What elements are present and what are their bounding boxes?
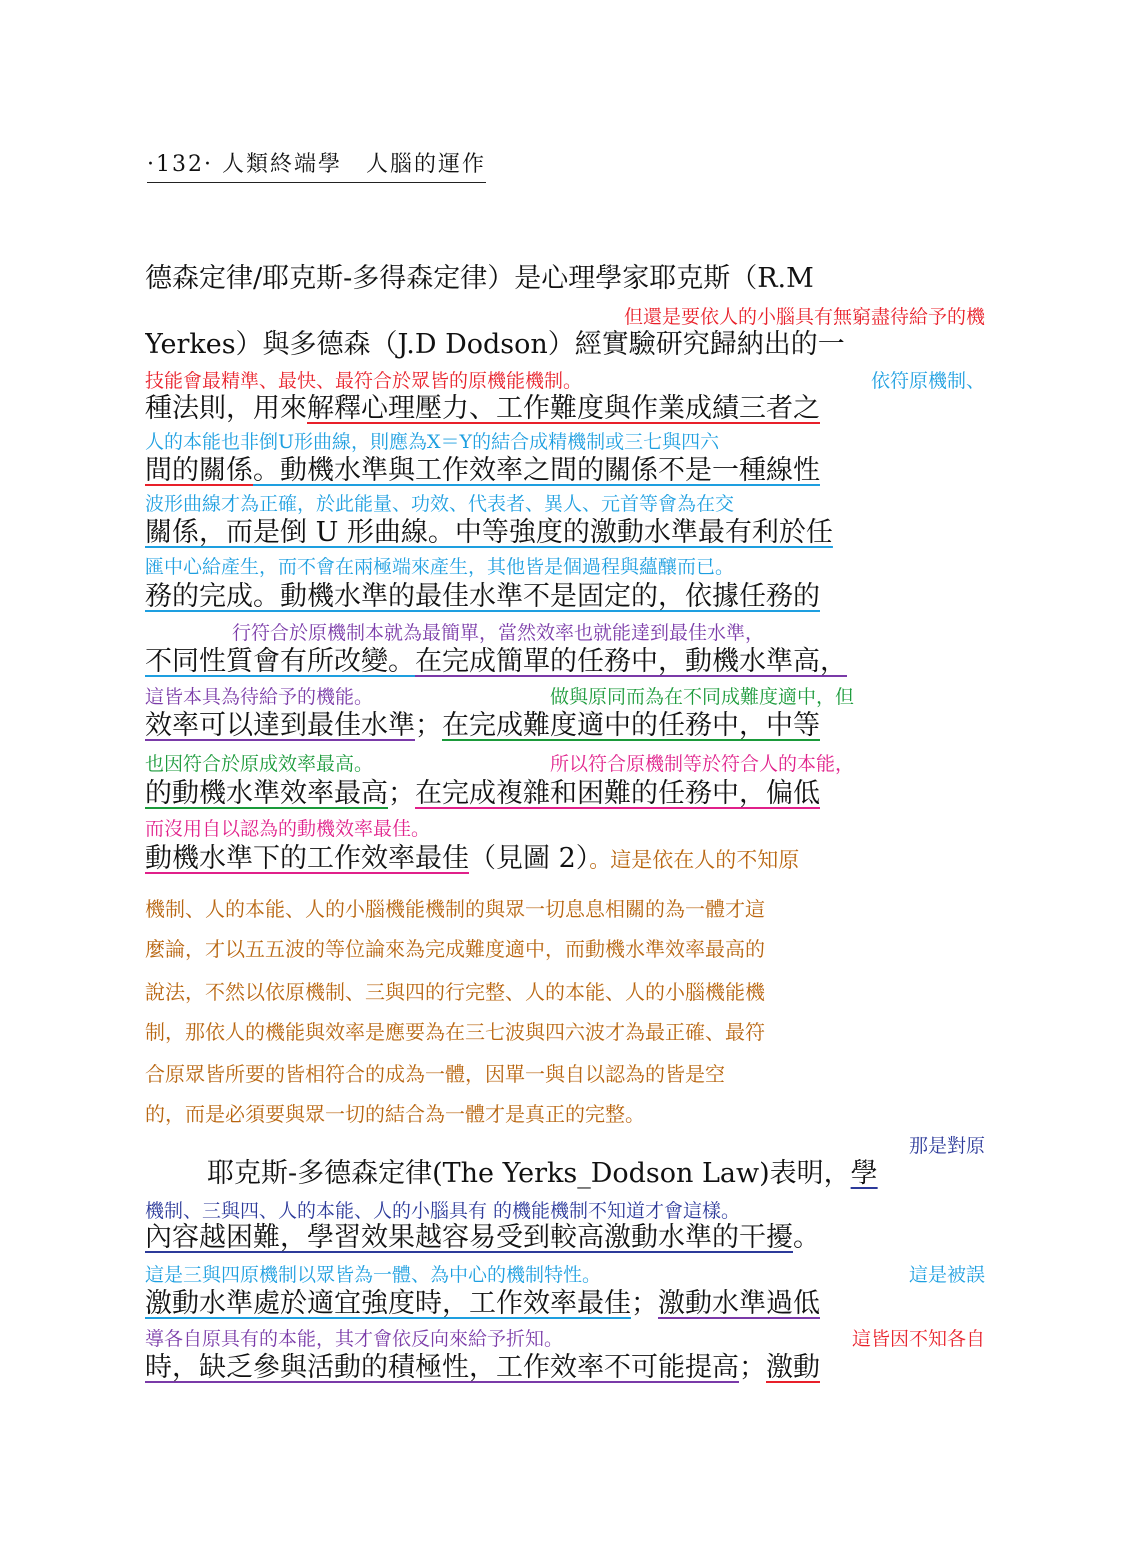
- body-line: [145, 778, 987, 810]
- annotation: 這是三與四原機制以眾皆為一體、為中心的機制特性。: [145, 1264, 602, 1286]
- body-text: 。: [793, 1222, 820, 1253]
- commentary-text: 合原眾皆所要的皆相符合的成為一體，因單一與自以認為的皆是空: [145, 1062, 725, 1086]
- body-line: [145, 1288, 987, 1320]
- body-text: Yerkes）與多德森（J.D Dodson）經實驗研究歸納出的一: [145, 329, 845, 360]
- underlined-phrase: 激動: [766, 1352, 820, 1383]
- annotation: 依符原機制、: [870, 370, 985, 392]
- annotation: 波形曲線才為正確，於此能量、功效、代表者、異人、元首等會為在交: [145, 493, 735, 515]
- body-text: ；: [415, 710, 442, 741]
- underlined-phrase: 學: [850, 1158, 878, 1189]
- underlined-phrase: 在完成複雜和困難的任務中，偏低: [415, 778, 820, 809]
- body-line: [145, 393, 987, 425]
- page-header: ·132· 人類終端學 人腦的運作: [147, 147, 486, 183]
- annotation: 做與原同而為在不同成難度適中，但: [550, 686, 855, 708]
- underlined-phrase: 。動機水準與工作效率之間的關係不是一種線性: [253, 455, 820, 486]
- commentary-line: [145, 980, 987, 1004]
- commentary-text: 的，而是必須要與眾一切的結合為一體才是真正的完整。: [145, 1102, 645, 1126]
- body-line: [145, 517, 987, 549]
- body-line: [145, 646, 987, 678]
- annotation: 而沒用自以認為的動機效率最佳。: [145, 818, 431, 840]
- underlined-phrase: 動機水準下的工作效率最佳: [145, 843, 469, 874]
- annotation: 這是被誤: [908, 1264, 985, 1286]
- annotation: 這皆因不知各自: [851, 1328, 985, 1350]
- commentary-text: 制，那依人的機能與效率是應要為在三七波與四六波才為最正確、最符: [145, 1020, 765, 1044]
- body-text: ；: [631, 1288, 658, 1319]
- underlined-phrase: 在完成簡單的任務中，動機水準高，: [415, 646, 847, 677]
- underlined-phrase: 不同性質會有所改變。: [145, 646, 415, 677]
- underlined-phrase: 在完成難度適中的任務中，中等: [442, 710, 820, 741]
- annotation: 那是對原: [908, 1135, 985, 1157]
- annotation: 也因符合於原成效率最高。: [145, 753, 374, 775]
- commentary-inline: 。這是依在人的不知原: [589, 848, 800, 872]
- body-line: [145, 455, 987, 487]
- annotation: 匯中心給產生，而不會在兩極端來產生，其他皆是個過程與蘊釀而已。: [145, 556, 735, 578]
- annotation: 技能會最精準、最快、最符合於眾皆的原機能機制。: [145, 370, 583, 392]
- body-line: [145, 1222, 987, 1254]
- commentary-text: 麼論，才以五五波的等位論來為完成難度適中，而動機水準效率最高的: [145, 937, 765, 961]
- body-text: （見圖 2）: [469, 843, 590, 874]
- commentary-text: 機制、人的本能、人的小腦機能機制的與眾一切息息相關的為一體才這: [145, 897, 765, 921]
- annotation: 人的本能也非倒U形曲線，則應為X＝Y的結合成精機制或三七與四六: [145, 431, 720, 453]
- body-line: [145, 263, 987, 295]
- body-text: 耶克斯-多德森定律(The Yerks_Dodson Law)表明，: [207, 1158, 851, 1189]
- commentary-line: [145, 1102, 987, 1126]
- underlined-phrase: 間的關係: [145, 455, 253, 486]
- body-text: ；: [388, 778, 415, 809]
- underlined-phrase: 務的完成。動機水準的最佳水準不是固定的，依據任務的: [145, 581, 820, 612]
- underlined-phrase: 關係，而是倒 U 形曲線。中等強度的激動水準最有利於任: [145, 517, 833, 548]
- underlined-phrase: 效率可以達到最佳水準: [145, 710, 415, 741]
- annotation: 導各自原具有的本能，其才會依反向來給予折知。: [145, 1328, 564, 1350]
- underlined-phrase: 內容越困難，學習效果越容易受到較高激動水準的干擾: [145, 1222, 793, 1253]
- commentary-line: [145, 937, 987, 961]
- body-line: [145, 1352, 987, 1384]
- commentary-text: 說法，不然以依原機制、三與四的行完整、人的本能、人的小腦機能機: [145, 980, 765, 1004]
- underlined-phrase: 時，缺乏參與活動的積極性，工作效率不可能提高: [145, 1352, 739, 1383]
- annotation: 所以符合原機制等於符合人的本能，: [550, 753, 855, 775]
- body-text: 種法則，用來: [145, 393, 307, 424]
- body-text: 德森定律/耶克斯-多得森定律）是心理學家耶克斯（R.M: [145, 263, 814, 294]
- body-text: ；: [739, 1352, 766, 1383]
- underlined-phrase: 的動機水準效率最高: [145, 778, 388, 809]
- commentary-line: [145, 1020, 987, 1044]
- underlined-phrase: 激動水準過低: [658, 1288, 820, 1319]
- body-line: [145, 710, 987, 742]
- commentary-line: [145, 1062, 987, 1086]
- annotation: 行符合於原機制本就為最簡單，當然效率也就能達到最佳水準，: [232, 622, 765, 644]
- annotation: 這皆本具為待給予的機能。: [145, 686, 374, 708]
- annotation: 機制、三與四、人的本能、人的小腦具有 的機能機制不知道才會這樣。: [145, 1200, 741, 1222]
- underlined-phrase: 激動水準處於適宜強度時，工作效率最佳: [145, 1288, 631, 1319]
- underlined-phrase: 解釋心理壓力、工作難度與作業成績三者之: [307, 393, 820, 424]
- annotation: 但還是要依人的小腦具有無窮盡待給予的機: [623, 306, 985, 328]
- body-line: [145, 1158, 987, 1190]
- body-line: [145, 329, 987, 361]
- body-line: [145, 843, 987, 876]
- body-line: [145, 581, 987, 613]
- commentary-line: [145, 897, 987, 921]
